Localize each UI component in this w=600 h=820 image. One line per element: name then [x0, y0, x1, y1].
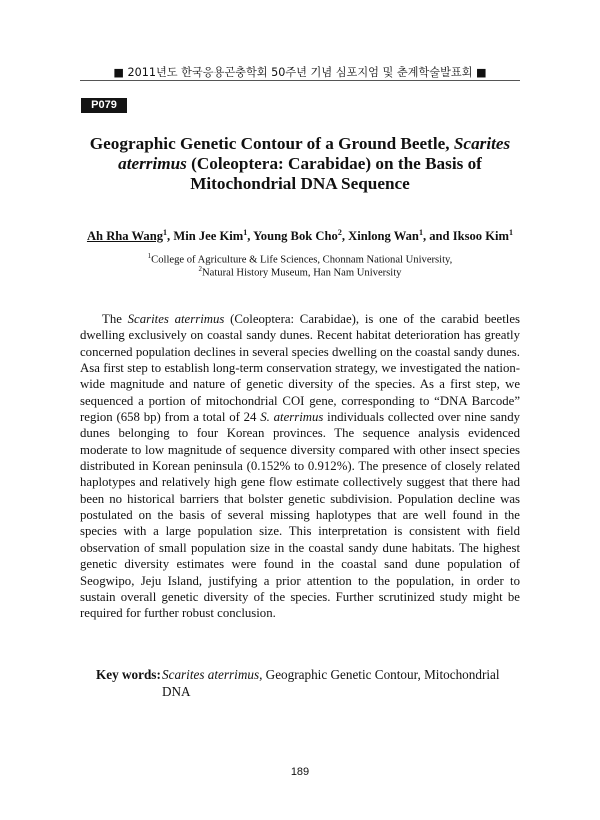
author-name: Ah Rha Wang [86, 229, 164, 244]
author-affil-mark: 2 [337, 228, 342, 237]
keywords-label: Key words: [96, 667, 161, 682]
affiliation-text: College of Agriculture & Life Sciences, Chonnam National University, [151, 254, 453, 266]
affiliation-text: Natural History Museum, Han Nam University [202, 267, 402, 279]
author-affil-mark: 1 [509, 228, 514, 237]
author-affil-mark: 1 [243, 228, 248, 237]
author-name: Min Jee Kim [173, 229, 244, 244]
title-species: Scarites aterrimus [118, 134, 511, 173]
keywords-text [162, 666, 520, 700]
author-separator: , [341, 229, 349, 244]
page-number: 189 [290, 766, 310, 778]
abstract-body [80, 311, 520, 622]
author-list [80, 228, 520, 244]
keyword-rest: Geographic Genetic Contour, Mitochondrial DNA [162, 667, 500, 699]
species-name: Scarites aterrimus [127, 312, 225, 326]
title-part1: Geographic Genetic Contour of a Ground Beetle, [89, 134, 454, 153]
header-rule [80, 80, 520, 81]
species-name: S. aterrimus [260, 410, 324, 425]
author-affil-mark: 1 [163, 228, 168, 237]
author-separator: , [167, 229, 174, 244]
author-separator: , [247, 229, 254, 244]
affiliation-mark: 1 [147, 252, 152, 260]
author-name: Iksoo Kim [452, 229, 510, 244]
affiliation-mark: 2 [198, 265, 202, 273]
paper-title [80, 134, 520, 194]
abstract-text: (Coleoptera: Carabidae), is one of the carabid beetles dwelling exclusively on coastal sandy dunes. Recent habitat deterioration has greatly concerned population declines in several species dwelling on the coastal sandy dunes. Asa first step to establish long-term conservation strategy, we investigated the nation-wide magnitude and nature of genetic diversity of the species. As a first step, we sequenced a portion of mitochondrial COI gene, corresponding to “DNA Barcode” region (658 bp) from a total of 24 [80, 312, 520, 425]
abstract-text: individuals collected over nine sandy dunes belonging to four Korean provinces. The sequence analysis evidenced moderate to low magnitude of sequence diversity compared with other insect species distributed in Korean peninsula (0.152% to 0.912%). The presence of closely related haplotypes and relatively high gene flow estimate collectively suggest that there had been no historical barriers that bolster genetic subdivision. Population decline was postulated on the basis of several missing haplotypes that are well found in the species with a large population size. This interpretation is consistent with field observation of small population size in the coastal sandy dune habitats. The highest genetic diversity estimates were found in the coastal sand dune population of Seogwipo, Jeju Island, justifying a prior attention to the population, in order to sustain overall genetic diversity of the species. Further scrutinized study might be required for further robust conclusion. [80, 410, 520, 621]
title-part2: (Coleoptera: Carabidae) on the Basis of Mitochondrial DNA Sequence [186, 154, 482, 193]
affiliation-2 [80, 263, 520, 280]
author-name: Young Bok Cho [253, 229, 338, 244]
keywords-section [96, 666, 520, 700]
paper-code-badge: P079 [81, 98, 127, 113]
author-affil-mark: 1 [418, 228, 423, 237]
author-name: Xinlong Wan [348, 229, 419, 244]
author-separator: , and [422, 229, 453, 244]
running-header: ■ 2011년도 한국응용곤충학회 50주년 기념 심포지엄 및 춘계학술발표회 ■ [113, 66, 487, 79]
abstract-text: The [102, 312, 128, 326]
keyword-species: Scarites aterrimus, [162, 667, 263, 682]
